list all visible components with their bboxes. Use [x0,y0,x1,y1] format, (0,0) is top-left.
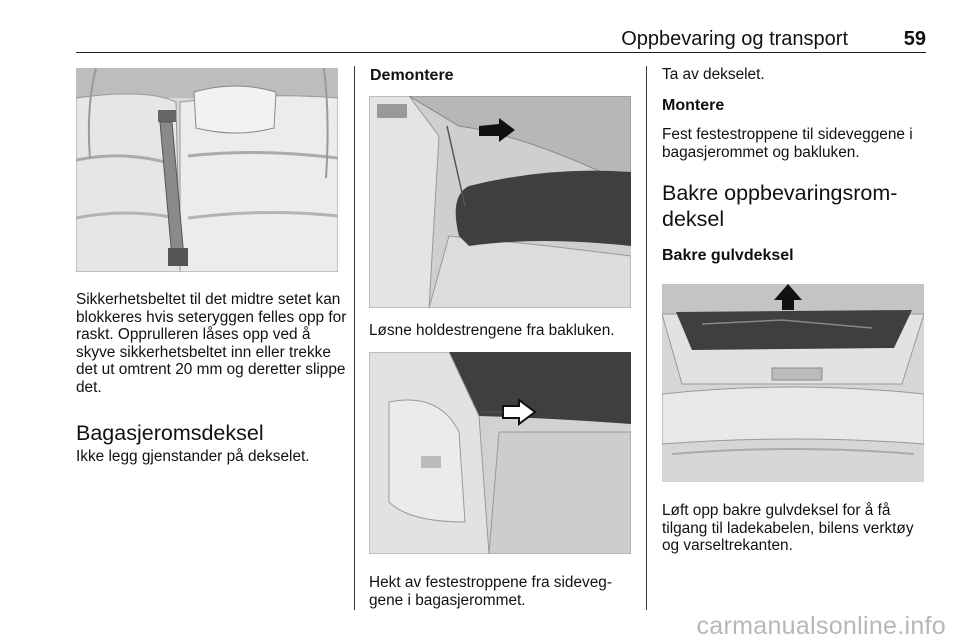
rear-floor-cover-illustration [662,284,924,482]
site-watermark: carmanualsonline.info [696,612,946,640]
caption-release-strings: Løsne holdestrengene fra bakluken. [369,322,615,339]
seatbelt-paragraph: Sikkerhetsbeltet til det midtre setet kan blokkeres hvis seteryggen felles opp for raskt. Opprulleren låses opp ved å skyve sikkerhetsbeltet inn eller trekke det ut omtrent 20 mm og deretter slippe det. [76,291,347,396]
section-heading-rear-storage: Bakre oppbevaringsrom-deksel [662,181,898,231]
subheading-rear-floor-cover: Bakre gulvdeksel [662,247,794,264]
column-divider-1 [354,66,355,610]
page-header [76,28,926,50]
rear-floor-cover-text: Løft opp bakre gulvdeksel for å få tilgang til ladekabelen, bilens verktøy og varseltrekanten. [662,502,914,555]
section-heading-luggage-cover: Bagasjeromsdeksel [76,421,264,445]
side-strap-illustration [369,352,631,554]
rear-seat-seatbelt-illustration [76,68,338,272]
caption-unhook-straps: Hekt av festestroppene fra sideveggene i bagasjerommet. [369,574,612,609]
install-text: Fest festestroppene til sideveggene i bagasjerommet og bakluken. [662,126,913,161]
header-title: Oppbevaring og transport [621,28,848,50]
column-divider-2 [646,66,647,610]
tailgate-strings-illustration [369,96,631,308]
luggage-cover-note: Ikke legg gjenstander på dekselet. [76,448,310,465]
page-number: 59 [903,28,926,50]
subheading-remove: Demontere [370,67,454,84]
remove-cover-text: Ta av dekselet. [662,66,765,83]
subheading-install: Montere [662,97,725,114]
header-rule [76,52,926,53]
